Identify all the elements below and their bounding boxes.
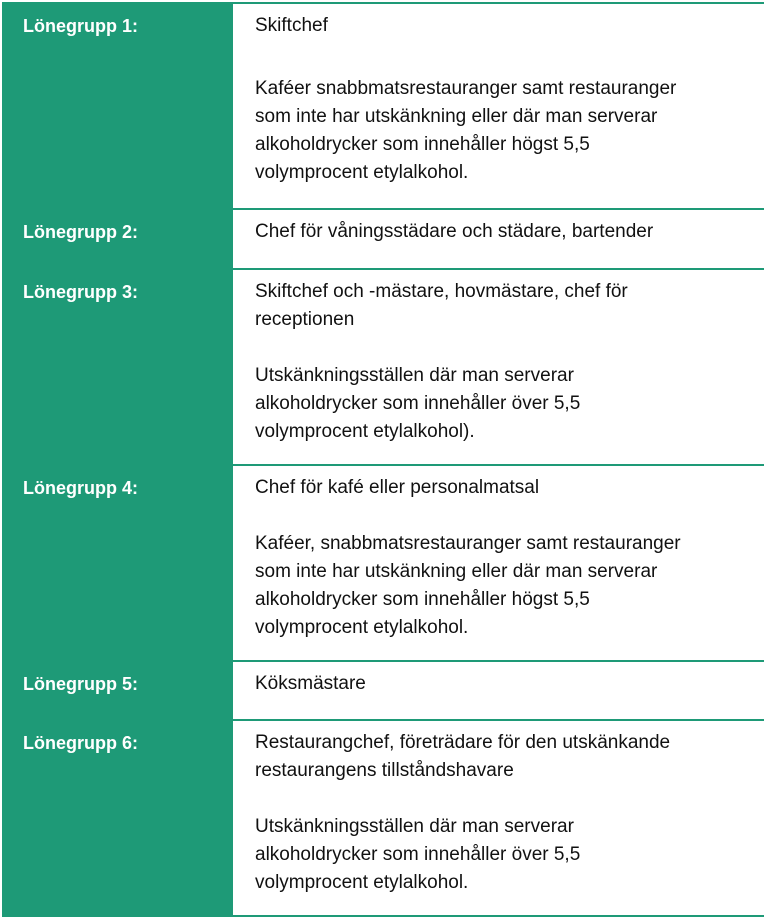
table-row [2, 662, 764, 721]
job-title: Skiftchef [255, 15, 328, 36]
workplace-description: Utskänkningsställen där man serverar alkoholdrycker som innehåller över 5,5 volymprocent etylalkohol). [255, 365, 581, 442]
job-title: Chef för kafé eller personalmatsal [255, 477, 540, 498]
workplace-description: Kaféer snabbmatsrestauranger samt restauranger som inte har utskänkning eller där man serverar alkoholdrycker som innehåller högst 5,5 volymprocent etylalkohol. [255, 78, 677, 183]
wage-group-table [2, 2, 764, 917]
wage-group-label: Lönegrupp 3: [2, 270, 233, 464]
wage-group-details [233, 466, 764, 660]
workplace-description: Kaféer, snabbmatsrestauranger samt restauranger som inte har utskänkning eller där man serverar alkoholdrycker som innehåller högst 5,5 volymprocent etylalkohol. [255, 533, 681, 638]
wage-group-label: Lönegrupp 2: [2, 210, 233, 268]
job-title: Skiftchef och -mästare, hovmästare, chef för receptionen [255, 281, 628, 330]
wage-group-details [233, 270, 764, 464]
wage-group-label: Lönegrupp 5: [2, 662, 233, 719]
table-row [2, 466, 764, 662]
table-row [2, 270, 764, 466]
wage-group-label: Lönegrupp 4: [2, 466, 233, 660]
job-title: Chef för våningsstädare och städare, bartender [255, 221, 654, 242]
wage-group-details [233, 4, 764, 208]
wage-group-label: Lönegrupp 6: [2, 721, 233, 915]
wage-group-details [233, 721, 764, 915]
table-row [2, 721, 764, 917]
workplace-description: Utskänkningsställen där man serverar alkoholdrycker som innehåller över 5,5 volymprocent etylalkohol. [255, 816, 581, 893]
job-title: Restaurangchef, företrädare för den utskänkande restaurangens tillståndshavare [255, 732, 671, 781]
job-title: Köksmästare [255, 673, 366, 694]
table-row [2, 4, 764, 210]
wage-group-details [233, 662, 764, 719]
wage-group-details [233, 210, 764, 268]
table-row [2, 210, 764, 270]
wage-group-label: Lönegrupp 1: [2, 4, 233, 208]
